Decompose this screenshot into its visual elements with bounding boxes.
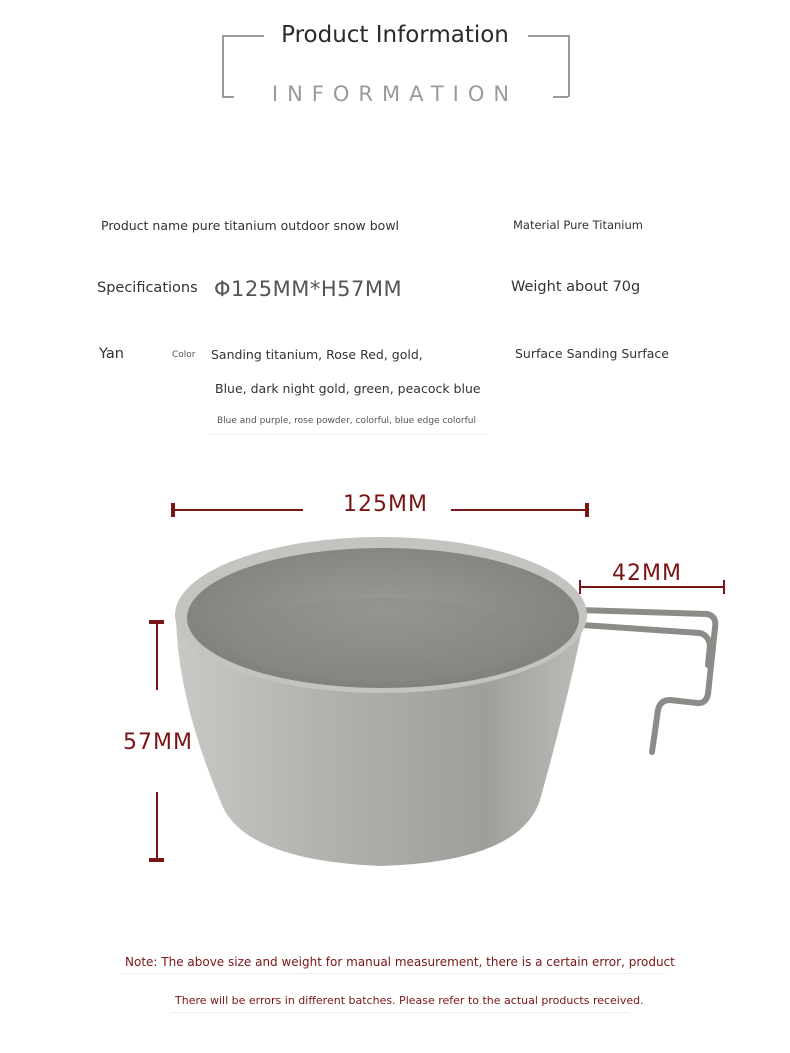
specifications-value: Φ125MM*H57MM bbox=[214, 277, 403, 301]
page-title: Product Information bbox=[281, 22, 509, 48]
page-subtitle: INFORMATION bbox=[271, 82, 519, 106]
width-dimension-label: 125MM bbox=[343, 492, 428, 517]
bowl-handle bbox=[578, 610, 715, 752]
note-line-1: Note: The above size and weight for manual measurement, there is a certain error, product bbox=[125, 955, 675, 969]
color-label: Yan bbox=[99, 346, 124, 362]
color-label-small: Color bbox=[172, 350, 196, 360]
material: Material Pure Titanium bbox=[513, 218, 643, 232]
note-divider-2 bbox=[170, 1012, 630, 1013]
weight: Weight about 70g bbox=[511, 279, 641, 295]
bowl-inner-shadow bbox=[230, 598, 530, 682]
product-name: Product name pure titanium outdoor snow bowl bbox=[101, 218, 400, 233]
note-line-2: There will be errors in different batches. Please refer to the actual products received. bbox=[175, 994, 644, 1007]
handle-dimension-label: 42MM bbox=[612, 561, 682, 586]
specifications-label: Specifications bbox=[97, 280, 198, 296]
colors-line-2: Blue, dark night gold, green, peacock blue bbox=[215, 381, 481, 396]
colors-line-1: Sanding titanium, Rose Red, gold, bbox=[211, 347, 423, 362]
colors-line-3: Blue and purple, rose powder, colorful, blue edge colorful bbox=[217, 416, 476, 426]
height-dimension-label: 57MM bbox=[123, 730, 193, 755]
note-divider bbox=[120, 973, 665, 974]
surface: Surface Sanding Surface bbox=[515, 346, 669, 361]
divider bbox=[208, 434, 488, 435]
product-illustration bbox=[0, 460, 790, 910]
